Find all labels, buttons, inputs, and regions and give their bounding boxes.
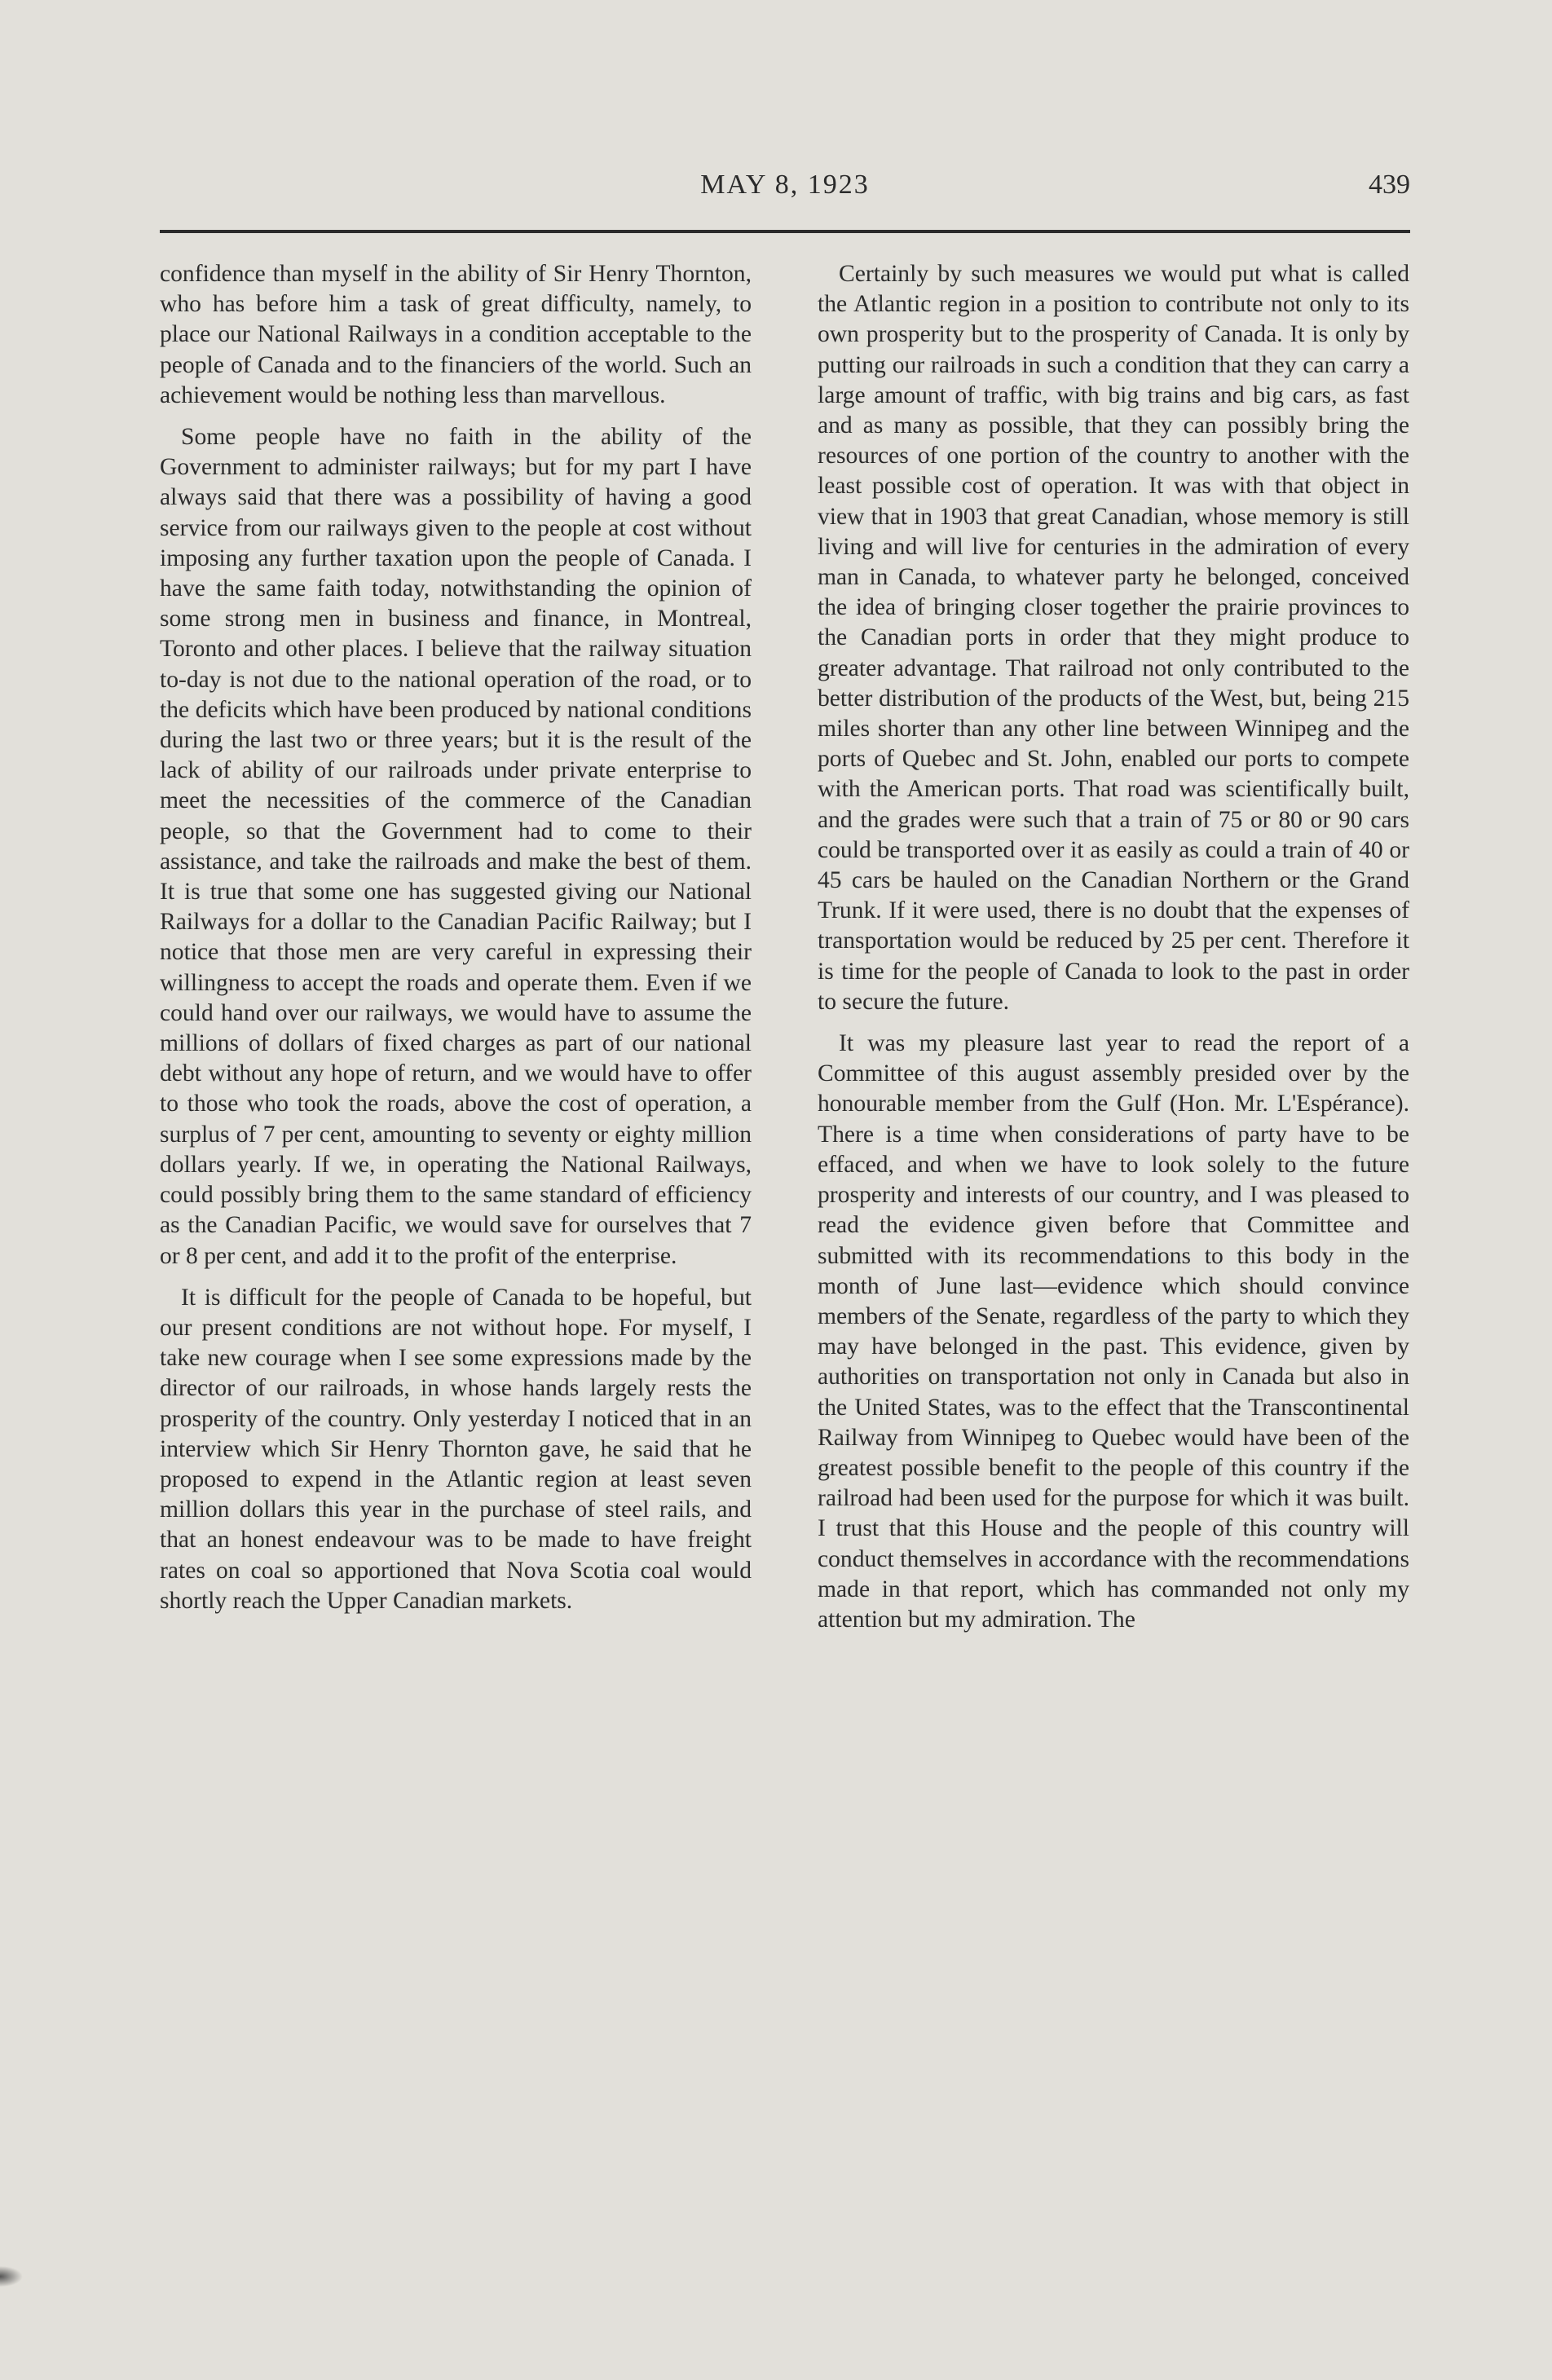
left-paragraph-1: confidence than myself in the ability of Sir Henry Thornton, who has before him a task of great difficulty, namely, to place our National Railways in a condition acceptable to the people of Canada and to the financiers of the world. Such an achievement would be nothing less than marvellous. xyxy=(160,261,752,408)
page-date: MAY 8, 1923 xyxy=(700,170,870,200)
page-header xyxy=(160,155,1410,204)
left-paragraph-2: Some people have no faith in the ability of the Government to administer railways; but for my part I have always said that there was a possibility of having a good service from our railways given to the people at cost without imposing any further taxation upon the people of Canada. I have the same faith today, notwithstanding the opinion of some strong men in business and finance, in Montreal, Toronto and other places. I believe that the railway situation to-day is not due to the national operation of the road, or to the deficits which have been produced by national conditions during the last two or three years; but it is the result of the lack of ability of our railroads under private enterprise to meet the necessities of the commerce of the Canadian people, so that the Government had to come to their assistance, and take the railroads and make the best of them. It is true that some one has suggested giving our National Railways for a dollar to the Canadian Pacific Railway; but I notice that those men are very careful in expressing their willingness to accept the roads and operate them. Even if we could hand over our railways, we would have to assume the millions of dollars of fixed charges as part of our national debt without any hope of return, and we would have to offer to those who took the roads, above the cost of operation, a surplus of 7 per cent, amounting to seventy or eighty million dollars yearly. If we, in operating the National Railways, could possibly bring them to the same standard of efficiency as the Canadian Pacific, we would save for ourselves that 7 or 8 per cent, and add it to the profit of the enterprise. xyxy=(160,424,752,1269)
scan-edge-mark xyxy=(0,2266,23,2287)
header-rule xyxy=(160,230,1410,233)
right-paragraph-2: It was my pleasure last year to read the report of a Committee of this august assembly presided over by the honourable member from the Gulf (Hon. Mr. L'Espérance). There is a time when considerations of party have to be effaced, and when we have to look solely to the future prosperity and interests of our country, and I was pleased to read the evidence given before that Committee and submitted with its recommendations to this body in the month of June last—evidence which should convince members of the Senate, regardless of the party to which they may have belonged in the past. This evidence, given by authorities on transportation not only in Canada but also in the United States, was to the effect that the Transcontinental Railway from Winnipeg to Quebec would have been of the greatest possible benefit to the people of this country if the railroad had been used for the purpose for which it was built. I trust that this House and the people of this country will conduct themselves in accordance with the recommendations made in that report, which has commanded not only my attention but my admiration. The xyxy=(818,1030,1409,1633)
right-column xyxy=(818,259,1409,1635)
page-number: 439 xyxy=(1369,170,1410,200)
left-column xyxy=(160,259,752,1616)
left-paragraph-3: It is difficult for the people of Canada to be hopeful, but our present conditions are not without hope. For myself, I take new courage when I see some expressions made by the director of our railroads, in whose hands largely rests the prosperity of the country. Only yesterday I noticed that in an interview which Sir Henry Thornton gave, he said that he proposed to expend in the Atlantic region at least seven million dollars this year in the purchase of steel rails, and that an honest endeavour was to be made to have freight rates on coal so apportioned that Nova Scotia coal would shortly reach the Upper Canadian markets. xyxy=(160,1284,752,1614)
right-paragraph-1: Certainly by such measures we would put what is called the Atlantic region in a position to contribute not only to its own prosperity but to the prosperity of Canada. It is only by putting our railroads in such a condition that they can carry a large amount of traffic, with big trains and big cars, as fast and as many as possible, that they can possibly bring the resources of one portion of the country to another with the least possible cost of operation. It was with that object in view that in 1903 that great Canadian, whose memory is still living and will live for centuries in the admiration of every man in Canada, to whatever party he belonged, conceived the idea of bringing closer together the prairie provinces to the Canadian ports in order that they might produce to greater advantage. That railroad not only contributed to the better distribution of the products of the West, but, being 215 miles shorter than any other line between Winnipeg and the ports of Quebec and St. John, enabled our ports to compete with the American ports. That road was scientifically built, and the grades were such that a train of 75 or 80 or 90 cars could be transported over it as easily as could a train of 40 or 45 cars be hauled on the Canadian Northern or the Grand Trunk. If it were used, there is no doubt that the expenses of transportation would be reduced by 25 per cent. Therefore it is time for the people of Canada to look to the past in order to secure the future. xyxy=(818,261,1409,1015)
